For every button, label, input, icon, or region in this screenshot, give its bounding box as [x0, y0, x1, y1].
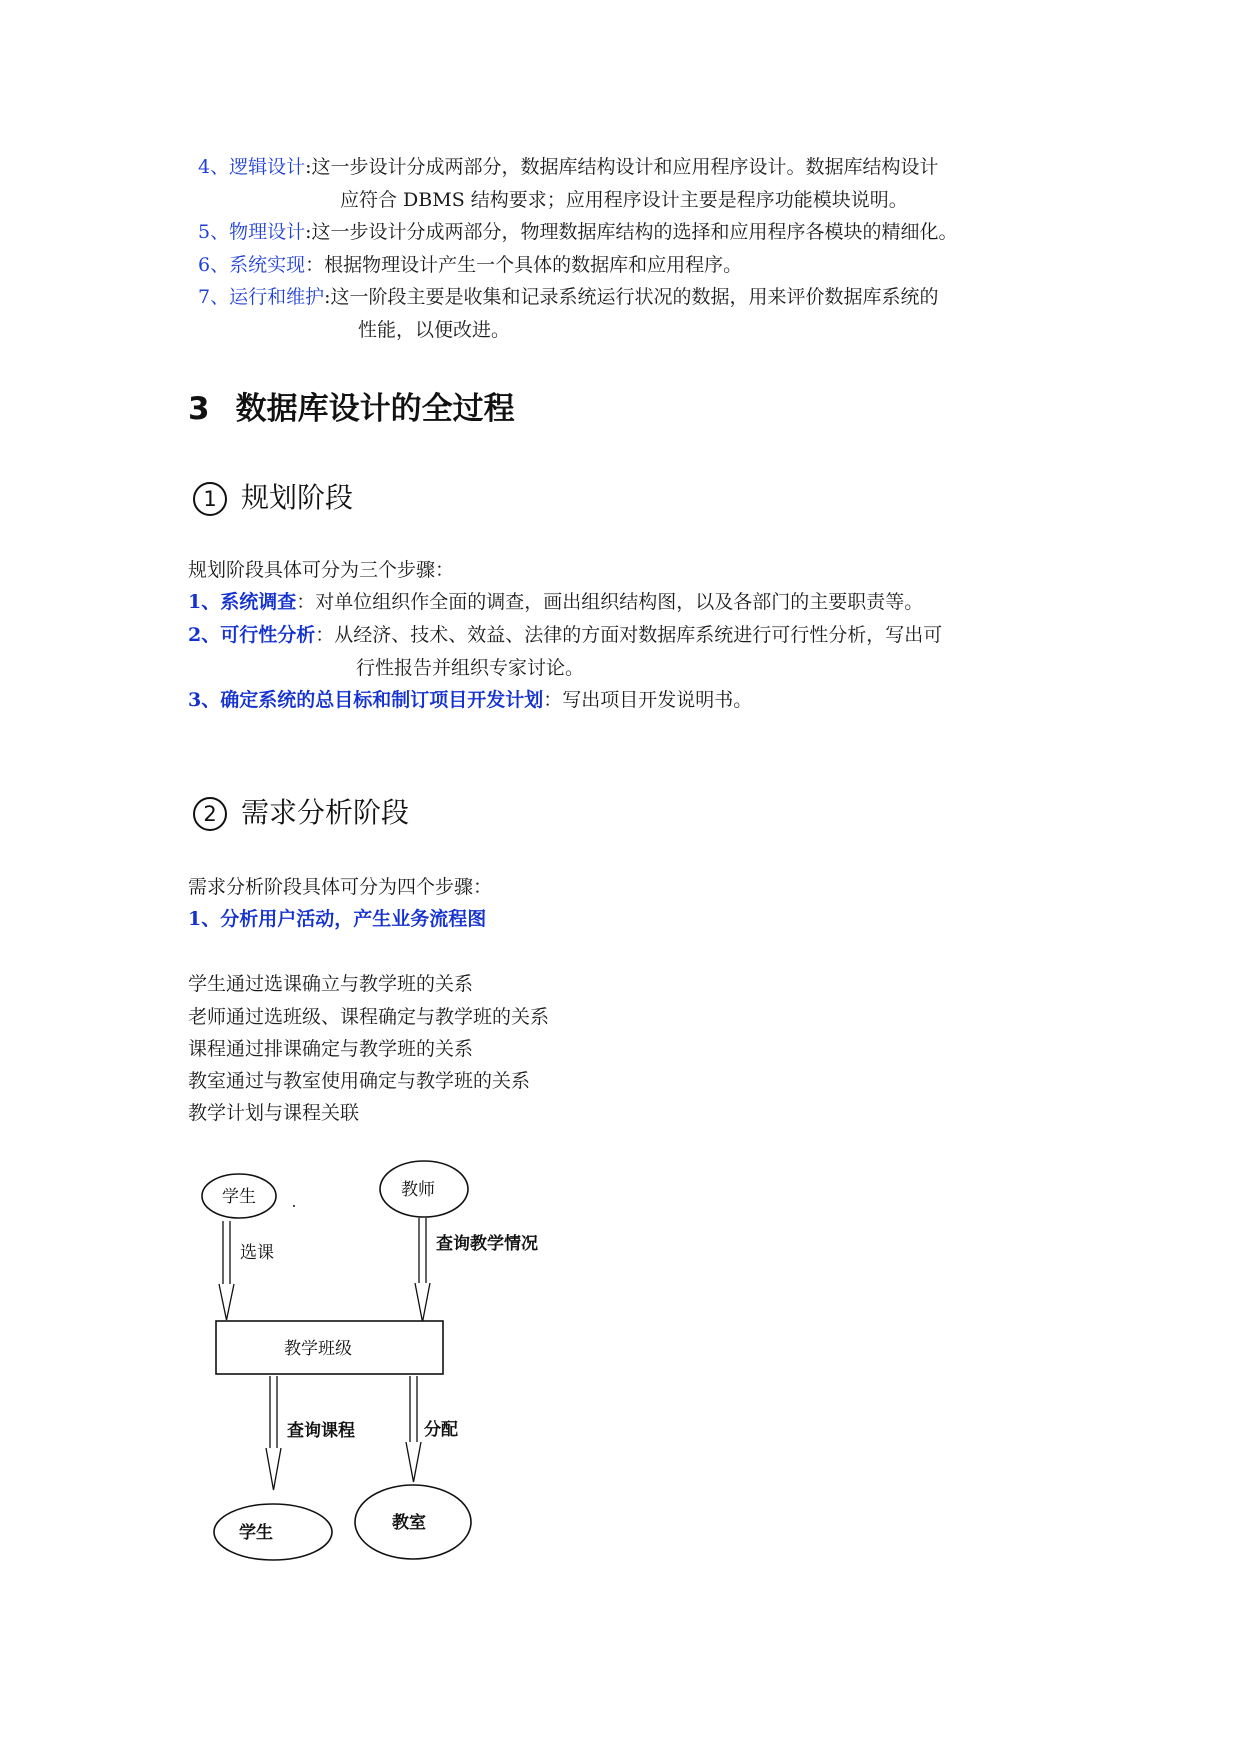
step-5-term: 物理设计: [229, 221, 306, 243]
teaching-class-label: 教学班级: [284, 1339, 352, 1359]
step-4-sep: :: [305, 156, 312, 178]
phase-2-step-1-num: 1、: [188, 908, 221, 930]
circled-number-marker: 2: [193, 797, 227, 831]
query-teaching-arrow: [415, 1218, 430, 1322]
step-6-num: 6、: [198, 254, 230, 276]
circled-number-marker: 1: [193, 482, 227, 516]
teacher-label: 教师: [401, 1180, 435, 1200]
query-teaching-label: 查询教学情况: [436, 1234, 538, 1254]
phase-1-step-1-term: 系统调查: [220, 591, 297, 613]
step-7-num: 7、: [198, 286, 230, 308]
phase-1-step-3-sep: ：: [543, 689, 563, 711]
classroom-label: 教室: [392, 1513, 426, 1533]
phase-1-step-3-text: 写出项目开发说明书。: [562, 689, 753, 711]
step-7-term: 运行和维护: [229, 286, 325, 308]
step-7-continuation: 性能，以便改进。: [358, 319, 511, 341]
phase-1-intro: 规划阶段具体可分为三个步骤：: [188, 559, 455, 581]
step-5-sep: :: [305, 221, 312, 243]
step-5-num: 5、: [198, 221, 230, 243]
select-course-label: 选课: [240, 1243, 274, 1263]
student-bottom-label: 学生: [239, 1523, 273, 1543]
student-bottom-node: [214, 1504, 332, 1560]
phase-1-step-2-sep: ：: [315, 624, 335, 646]
step-4-text: 这一步设计分成两部分，数据库结构设计和应用程序设计。数据库结构设计: [311, 156, 939, 178]
phase-1-step-3-num: 3、: [188, 689, 221, 711]
section-title: 数据库设计的全过程: [235, 391, 515, 427]
step-6-sep: ：: [305, 254, 325, 276]
phase-1-title: 规划阶段: [241, 481, 354, 514]
select-course-arrow: [219, 1221, 234, 1320]
step-6-term: 系统实现: [229, 254, 306, 276]
step-7-sep: :: [324, 286, 331, 308]
relation-line: 学生通过选课确立与教学班的关系: [188, 973, 474, 995]
stray-dot: [293, 1205, 295, 1207]
relation-line: 课程通过排课确定与教学班的关系: [188, 1038, 474, 1060]
step-4-continuation: 应符合 DBMS 结构要求；应用程序设计主要是程序功能模块说明。: [340, 189, 908, 211]
phase-1-step-2-continuation: 行性报告并组织专家讨论。: [356, 657, 585, 679]
phase-1-step-2-text: 从经济、技术、效益、法律的方面对数据库系统进行可行性分析，写出可: [334, 624, 943, 646]
relation-line: 教学计划与课程关联: [188, 1102, 360, 1124]
step-5-text: 这一步设计分成两部分，物理数据库结构的选择和应用程序各模块的精细化。: [311, 221, 958, 243]
phase-1-step-1-num: 1、: [188, 591, 221, 613]
section-number: 3: [188, 391, 210, 427]
phase-1-step-2-term: 可行性分析: [220, 624, 316, 646]
phase-1-step-1-sep: ：: [296, 591, 316, 613]
query-course-arrow: [266, 1376, 281, 1490]
assign-label: 分配: [424, 1420, 458, 1440]
assign-arrow: [406, 1376, 421, 1482]
phase-2-title: 需求分析阶段: [241, 796, 410, 829]
phase-1-step-2-num: 2、: [188, 624, 221, 646]
phase-1-step-3-term: 确定系统的总目标和制订项目开发计划: [220, 689, 544, 711]
phase-1-step-1-text: 对单位组织作全面的调查，画出组织结构图，以及各部门的主要职责等。: [315, 591, 924, 613]
relation-line: 教室通过与教室使用确定与教学班的关系: [188, 1070, 531, 1092]
student-top-label: 学生: [222, 1187, 256, 1207]
step-4-num: 4、: [198, 156, 230, 178]
relation-line: 老师通过选班级、课程确定与教学班的关系: [188, 1006, 550, 1028]
phase-2-intro: 需求分析阶段具体可分为四个步骤：: [188, 876, 493, 898]
step-7-text: 这一阶段主要是收集和记录系统运行状况的数据，用来评价数据库系统的: [330, 286, 939, 308]
query-course-label: 查询课程: [287, 1421, 355, 1441]
step-4-term: 逻辑设计: [229, 156, 306, 178]
step-6-text: 根据物理设计产生一个具体的数据库和应用程序。: [324, 254, 743, 276]
phase-2-step-1-term: 分析用户活动，产生业务流程图: [220, 908, 487, 930]
